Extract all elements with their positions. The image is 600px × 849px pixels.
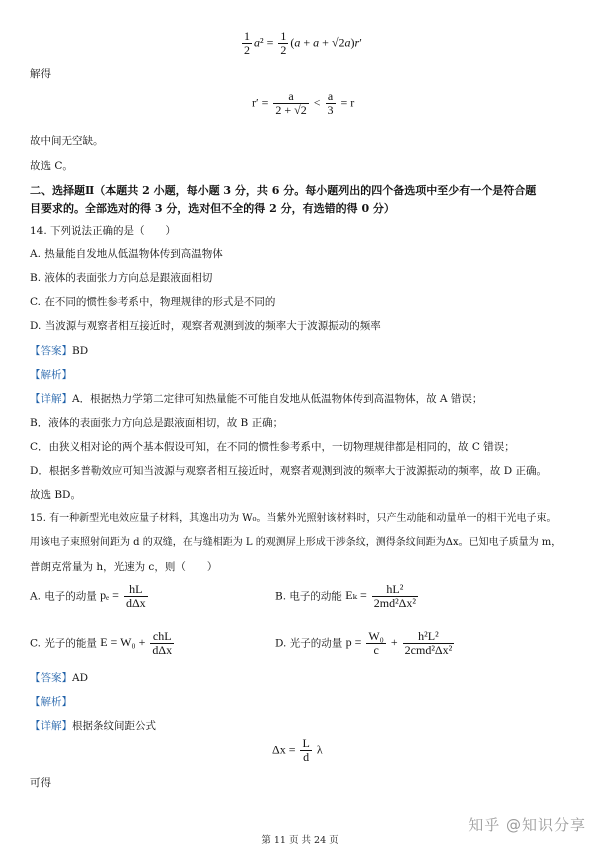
q14-detail-a: 【详解】A．根据热力学第二定律可知热量能不可能自发地从低温物体传到高温物体，故 A 错误； [30, 393, 483, 405]
watermark: 知乎 @知识分享 [468, 816, 586, 834]
answer-tag: 【答案】 [30, 345, 72, 357]
section-header-line-1: 二、选择题Ⅱ（本题共 2 小题，每小题 3 分，共 6 分。每小题列出的四个备选项中至少有一个是符合题 [30, 184, 537, 197]
q15-detail: 【详解】根据条纹间距公式 [30, 720, 156, 732]
q14-detail-b: B．液体的表面张力方向总是跟液面相切，故 B 正确； [30, 417, 284, 429]
q15-stem-3: 普朗克常量为 h，光速为 c，则（ ） [30, 561, 218, 573]
formula-area-equation: $\frac{1}{2}$ a² = $\frac{1}{2}$ (a + a + √2a)r′ [244, 29, 362, 57]
answer-value: AD [72, 672, 89, 684]
q14-stem: 14. 下列说法正确的是（ ） [30, 225, 177, 237]
text-no-gap: 故中间无空缺。 [30, 135, 104, 147]
formula-fringe-spacing: Δx = $\frac{L}{d}$ λ [272, 736, 323, 764]
text-jiede: 解得 [30, 68, 51, 80]
q14-detail-d: D．根据多普勒效应可知当波源与观察者相互接近时，观察者观测到波的频率大于波源振动的频率，故 D 正确。 [30, 465, 548, 477]
q14-option-d: D. 当波源与观察者相互接近时，观察者观测到波的频率大于波源振动的频率 [30, 320, 381, 332]
q14-detail-c: C．由狭义相对论的两个基本假设可知，在不同的惯性参考系中，一切物理规律都是相同的，故 C 错误； [30, 441, 515, 453]
section-header-line-2: 目要求的。全部选对的得 3 分，选对但不全的得 2 分，有选错的得 0 分） [30, 202, 395, 215]
q14-option-c: C. 在不同的惯性参考系中，物理规律的形式是不同的 [30, 296, 276, 308]
q15-stem-2: 用该电子束照射间距为 d 的双缝，在与缝相距为 L 的观测屏上形成干涉条纹，测得条纹间距为Δx。已知电子质量为 m， [30, 537, 562, 548]
answer-value: BD [72, 345, 89, 357]
q15-option-d: D. 光子的动量 p = $\frac{\text{W₀}}{c}$ + $\frac{\text{h²L²}}{\text{2cmd²Δx²}}$ [275, 629, 453, 657]
text-choose-c: 故选 C。 [30, 160, 73, 172]
q14-option-a: A. 热量能自发地从低温物体传到高温物体 [30, 248, 223, 260]
text-kede: 可得 [30, 777, 51, 789]
q14-conclusion: 故选 BD。 [30, 489, 81, 501]
q15-option-a: A. 电子的动量 pₑ = $\frac{hL}{\text{dΔx}}$ [30, 582, 146, 610]
formula-radius: r′ = $\frac{a}{2 + √2}$ < $\frac{a}{3}$ = r [252, 89, 355, 117]
q14-option-b: B. 液体的表面张力方向总是跟液面相切 [30, 272, 213, 284]
detail-tag: 【详解】 [30, 393, 72, 405]
detail-tag: 【详解】 [30, 720, 72, 732]
page-footer: 第 11 页 共 24 页 [261, 835, 339, 846]
q15-stem-1: 15. 有一种新型光电效应量子材料，其逸出功为 W₀。当紫外光照射该材料时，只产生动能和动量单一的相干光电子束。 [30, 513, 557, 524]
q15-option-c: C. 光子的能量 E = W₀ + $\frac{\text{chL}}{\text{dΔx}}$ [30, 629, 173, 657]
q14-analysis-tag: 【解析】 [30, 369, 72, 381]
answer-tag: 【答案】 [30, 672, 72, 684]
q14-answer [30, 344, 88, 358]
q15-option-b: B. 电子的动能 Eₖ = $\frac{\text{hL²}}{\text{2md²Δx²}}$ [275, 582, 416, 610]
q15-analysis-tag: 【解析】 [30, 696, 72, 708]
q15-answer [30, 671, 88, 685]
